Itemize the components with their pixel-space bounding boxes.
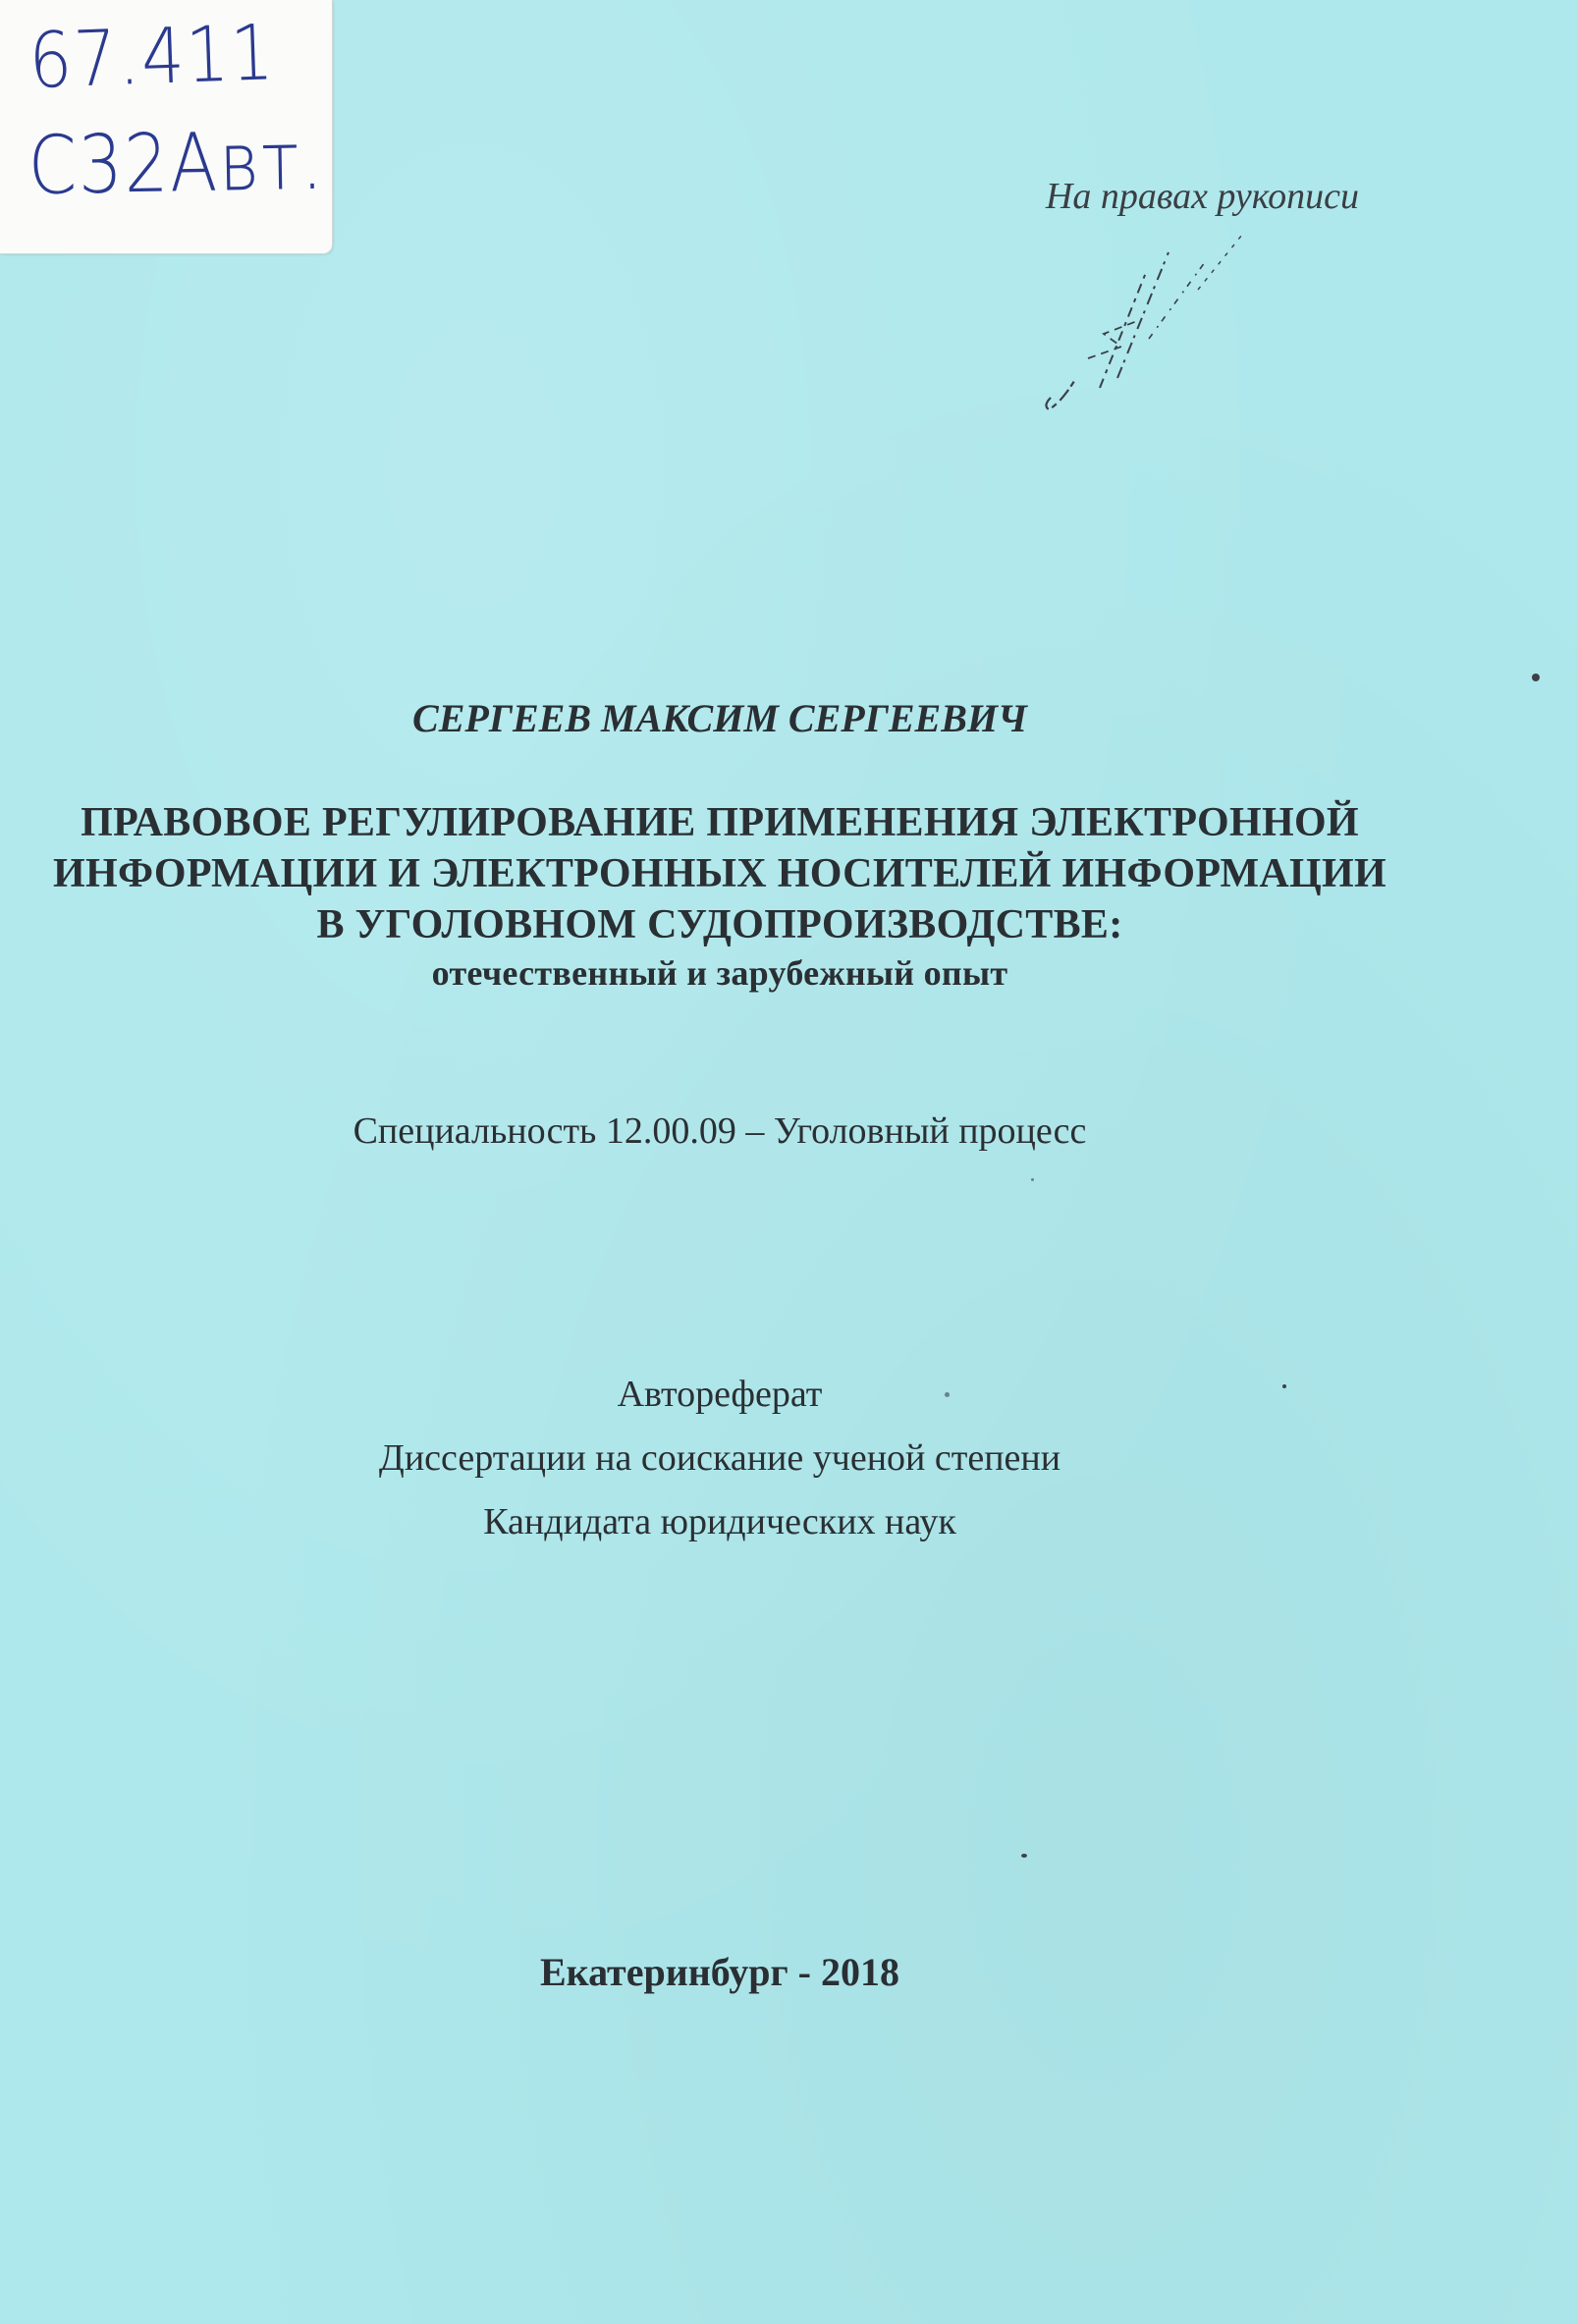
author-code: С32Авт. <box>27 114 326 213</box>
handwritten-signature <box>1031 231 1257 417</box>
paper-speck <box>1031 1178 1034 1181</box>
shelf-code: 67.411 <box>27 9 277 106</box>
dissertation-title <box>0 797 1508 996</box>
abstract-purpose: Диссертации на соискание ученой степени <box>378 1437 1061 1479</box>
abstract-degree: Кандидата юридических наук <box>483 1501 956 1542</box>
abstract-type: Автореферат <box>617 1374 823 1415</box>
library-stamp-label <box>0 0 333 254</box>
manuscript-note: На правах рукописи <box>1045 176 1359 217</box>
title-line: ПРАВОВОЕ РЕГУЛИРОВАНИЕ ПРИМЕНЕНИЯ ЭЛЕКТРОННОЙ <box>81 800 1359 845</box>
title-subtitle: отечественный и зарубежный опыт <box>431 953 1008 993</box>
title-line: ИНФОРМАЦИИ И ЭЛЕКТРОННЫХ НОСИТЕЛЕЙ ИНФОРМАЦИИ <box>53 851 1387 896</box>
paper-speck <box>1532 674 1540 681</box>
specialty: Специальность 12.00.09 – Уголовный процесс <box>353 1110 1087 1152</box>
author-name: СЕРГЕЕВ МАКСИМ СЕРГЕЕВИЧ <box>412 696 1027 740</box>
paper-speck <box>1021 1854 1027 1858</box>
paper-speck <box>945 1392 950 1397</box>
abstract-block <box>0 1363 1508 1554</box>
city-year: Екатеринбург - 2018 <box>539 1950 900 1994</box>
paper-speck <box>1282 1384 1286 1388</box>
title-line: В УГОЛОВНОМ СУДОПРОИЗВОДСТВЕ: <box>316 902 1123 947</box>
